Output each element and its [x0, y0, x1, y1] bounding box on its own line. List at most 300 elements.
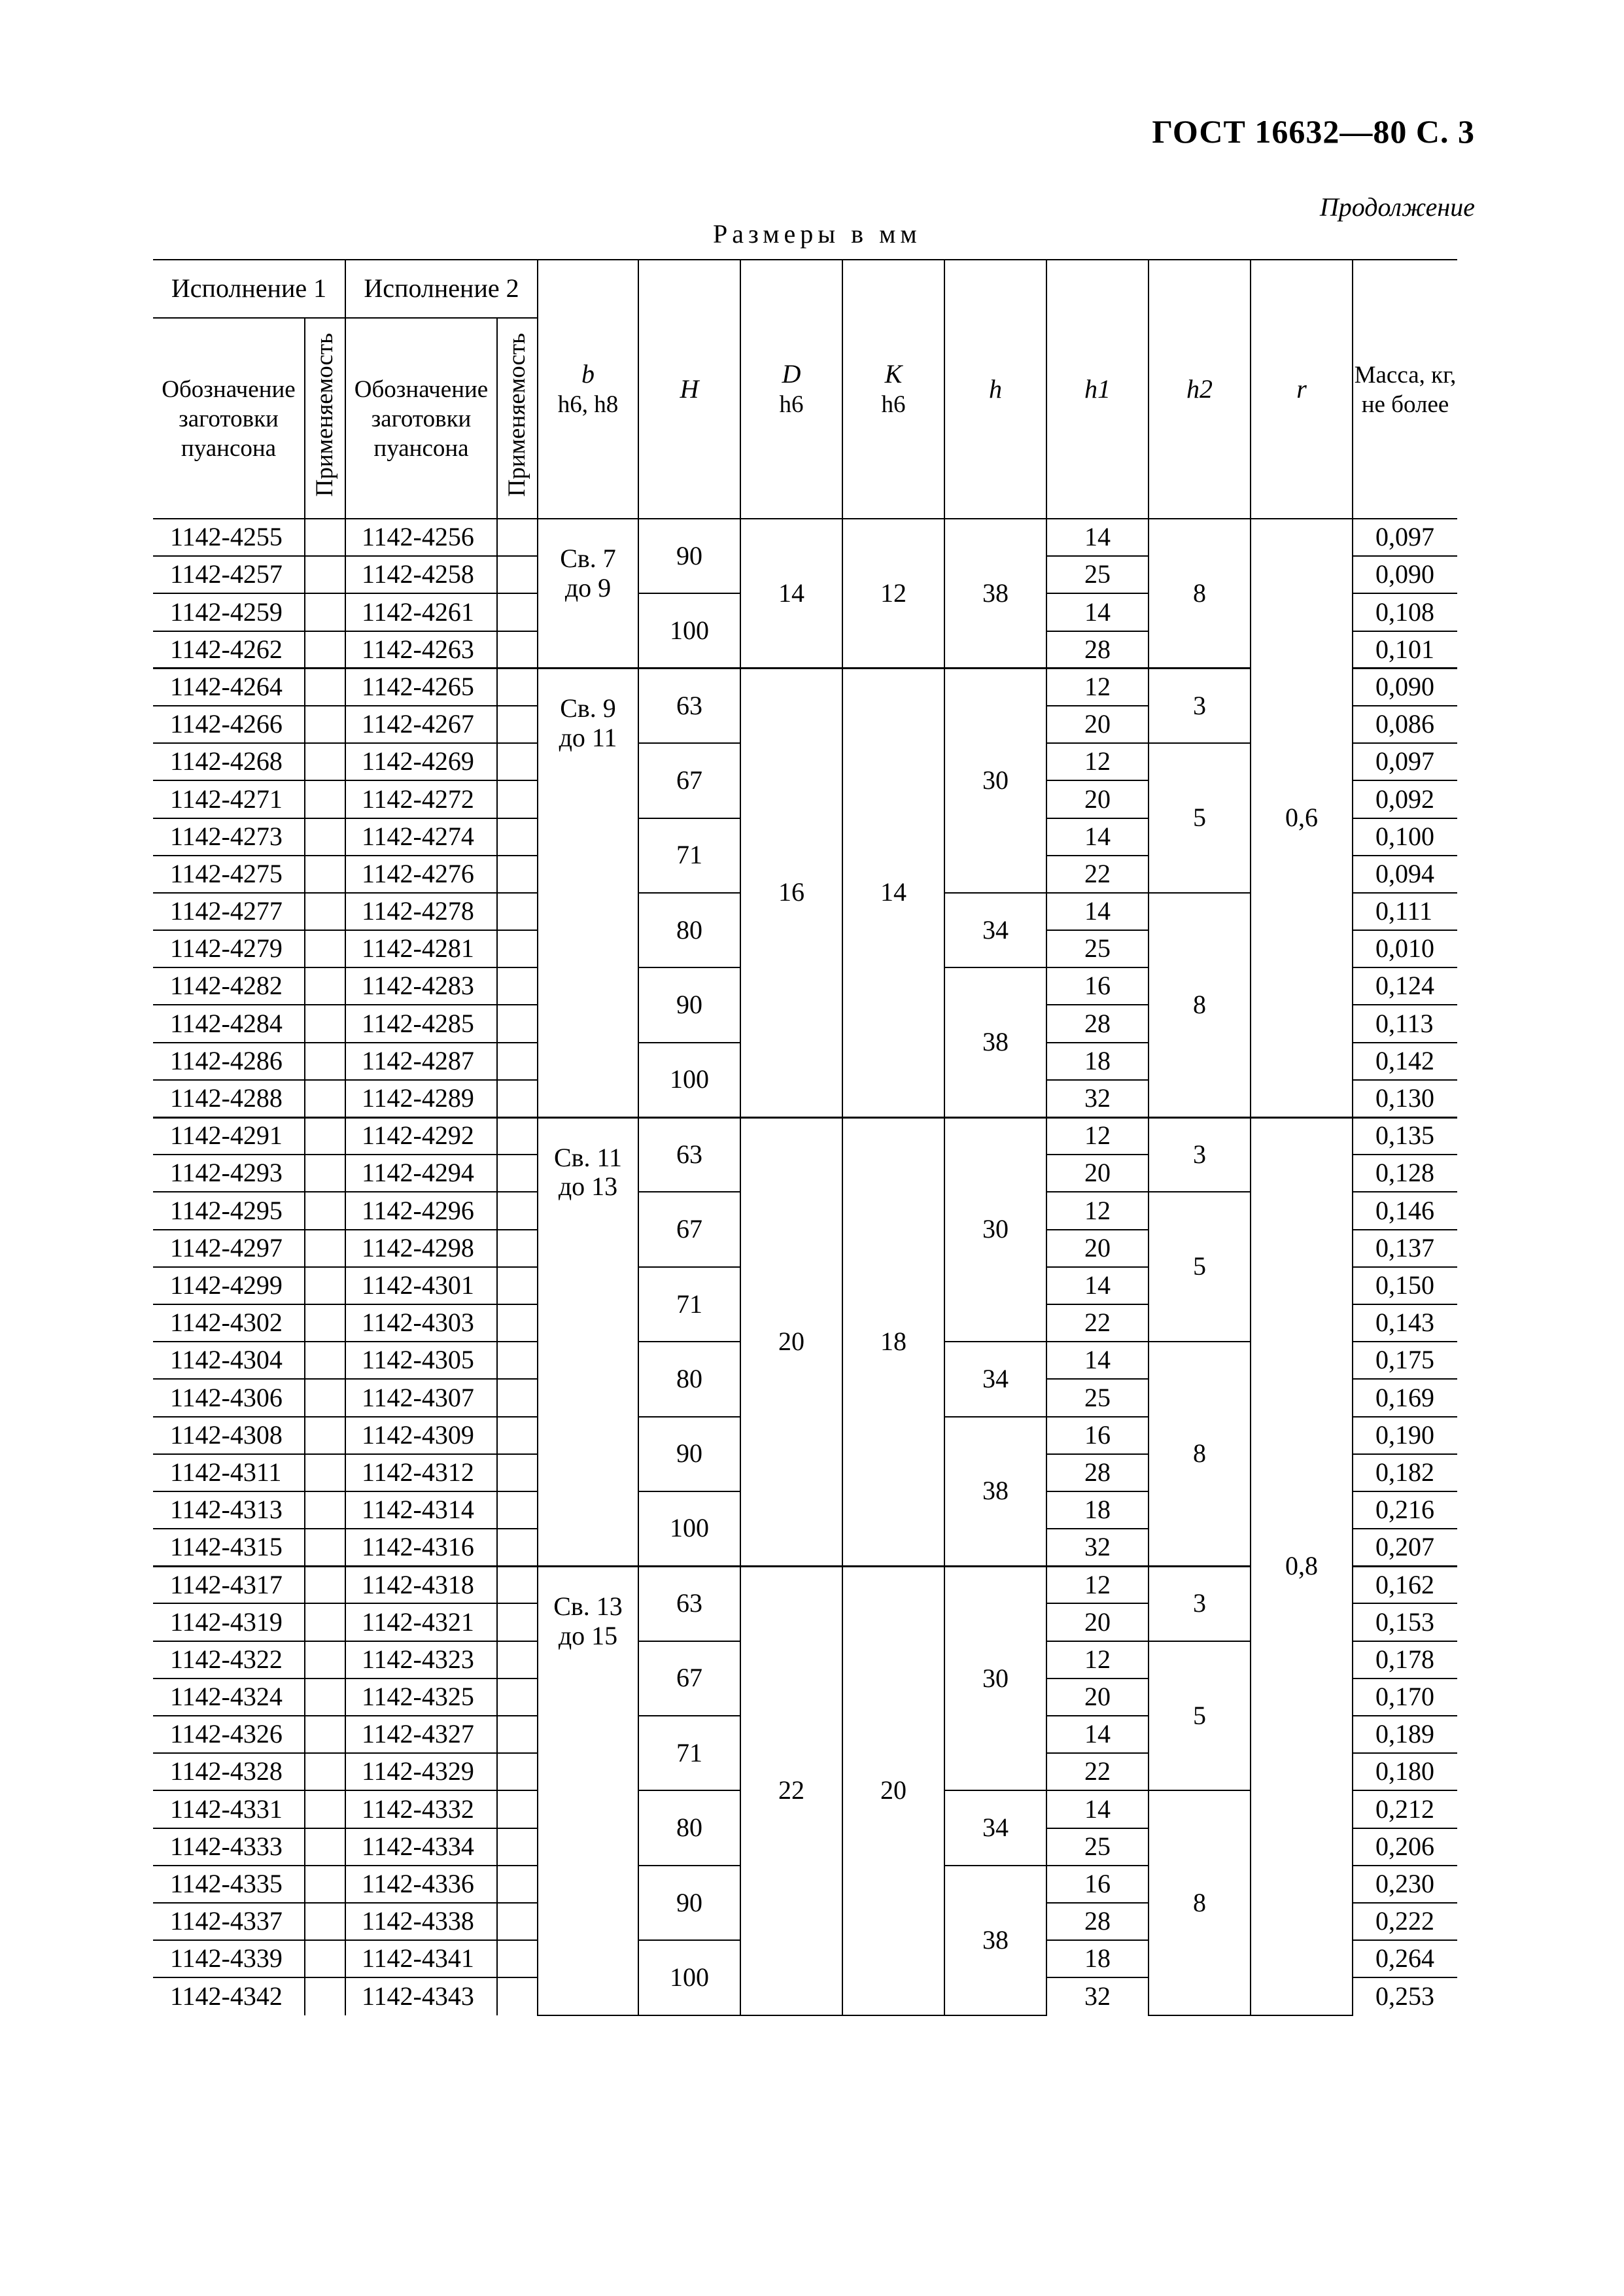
mass-cell: 0,153	[1353, 1603, 1457, 1641]
D-cell: 14	[740, 519, 842, 669]
h1-cell: 20	[1046, 706, 1149, 743]
applicability-exec2-cell	[497, 1230, 538, 1267]
H-cell: 67	[638, 1641, 740, 1716]
mass-cell: 0,142	[1353, 1043, 1457, 1080]
K-cell: 18	[842, 1117, 944, 1566]
header-H: H	[638, 260, 740, 519]
h2-cell: 8	[1149, 1790, 1251, 2015]
applicability-exec1-cell	[305, 1603, 345, 1641]
header-r: r	[1251, 260, 1353, 519]
applicability-exec1-cell	[305, 780, 345, 818]
designation-exec1-cell: 1142-4293	[153, 1155, 305, 1192]
units-caption: Размеры в мм	[713, 219, 922, 249]
K-cell: 12	[842, 519, 944, 669]
r-cell: 0,6	[1251, 519, 1353, 1117]
applicability-exec1-cell	[305, 1155, 345, 1192]
applicability-exec2-cell	[497, 1790, 538, 1828]
h1-cell: 14	[1046, 1716, 1149, 1753]
h2-cell: 8	[1149, 519, 1251, 669]
b-cell	[538, 519, 638, 669]
designation-exec1-cell: 1142-4308	[153, 1417, 305, 1454]
designation-exec2-cell: 1142-4269	[345, 743, 497, 780]
b-cell-line: Св. 7	[560, 544, 616, 573]
b-cell-line: Св. 9	[560, 693, 616, 723]
b-cell	[538, 1117, 638, 1566]
header-h: h	[944, 260, 1046, 519]
applicability-exec2-cell	[497, 1491, 538, 1529]
h1-cell: 28	[1046, 631, 1149, 669]
designation-exec1-cell: 1142-4255	[153, 519, 305, 556]
applicability-exec1-cell	[305, 1903, 345, 1940]
h1-cell: 14	[1046, 818, 1149, 856]
designation-exec2-cell: 1142-4343	[345, 1977, 497, 2015]
mass-cell: 0,090	[1353, 556, 1457, 593]
designation-exec1-cell: 1142-4297	[153, 1230, 305, 1267]
table-row	[153, 519, 1457, 556]
designation-exec2-cell: 1142-4283	[345, 967, 497, 1005]
designation-exec2-cell: 1142-4305	[345, 1342, 497, 1379]
designation-exec2-cell: 1142-4301	[345, 1267, 497, 1304]
designation-exec1-cell: 1142-4339	[153, 1940, 305, 1977]
h1-cell: 16	[1046, 1866, 1149, 1903]
designation-exec2-cell: 1142-4321	[345, 1603, 497, 1641]
designation-exec2-cell: 1142-4316	[345, 1529, 497, 1566]
mass-cell: 0,092	[1353, 780, 1457, 818]
H-cell: 63	[638, 1117, 740, 1192]
mass-cell: 0,207	[1353, 1529, 1457, 1566]
applicability-exec2-cell	[497, 1866, 538, 1903]
h-cell: 30	[944, 1566, 1046, 1790]
mass-cell: 0,100	[1353, 818, 1457, 856]
designation-exec1-cell: 1142-4317	[153, 1566, 305, 1603]
designation-exec2-cell: 1142-4287	[345, 1043, 497, 1080]
header-b: b h6, h8	[538, 260, 638, 519]
mass-cell: 0,178	[1353, 1641, 1457, 1679]
header-h1: h1	[1046, 260, 1149, 519]
h1-cell: 28	[1046, 1454, 1149, 1491]
applicability-exec2-cell	[497, 1903, 538, 1940]
applicability-exec1-cell	[305, 706, 345, 743]
applicability-exec1-cell	[305, 818, 345, 856]
mass-cell: 0,108	[1353, 593, 1457, 631]
mass-cell: 0,146	[1353, 1192, 1457, 1229]
h1-cell: 20	[1046, 1155, 1149, 1192]
mass-cell: 0,124	[1353, 967, 1457, 1005]
b-cell	[538, 1566, 638, 2015]
header-applicability-1: Применяемость	[305, 318, 345, 519]
h1-cell: 28	[1046, 1005, 1149, 1042]
h1-cell: 16	[1046, 967, 1149, 1005]
applicability-exec2-cell	[497, 1117, 538, 1155]
applicability-exec2-cell	[497, 743, 538, 780]
applicability-exec2-cell	[497, 1155, 538, 1192]
applicability-exec2-cell	[497, 1716, 538, 1753]
designation-exec2-cell: 1142-4336	[345, 1866, 497, 1903]
applicability-exec1-cell	[305, 1753, 345, 1790]
h1-cell: 20	[1046, 1230, 1149, 1267]
designation-exec2-cell: 1142-4332	[345, 1790, 497, 1828]
mass-cell: 0,113	[1353, 1005, 1457, 1042]
designation-exec2-cell: 1142-4292	[345, 1117, 497, 1155]
h1-cell: 18	[1046, 1043, 1149, 1080]
mass-cell: 0,101	[1353, 631, 1457, 669]
H-cell: 67	[638, 1192, 740, 1266]
H-cell: 90	[638, 1866, 740, 1940]
designation-exec1-cell: 1142-4273	[153, 818, 305, 856]
designation-exec2-cell: 1142-4289	[345, 1080, 497, 1117]
K-cell: 20	[842, 1566, 944, 2015]
mass-cell: 0,086	[1353, 706, 1457, 743]
applicability-exec1-cell	[305, 1230, 345, 1267]
applicability-exec1-cell	[305, 1679, 345, 1716]
designation-exec1-cell: 1142-4326	[153, 1716, 305, 1753]
applicability-exec1-cell	[305, 556, 345, 593]
applicability-exec2-cell	[497, 1379, 538, 1416]
applicability-exec1-cell	[305, 743, 345, 780]
applicability-exec1-cell	[305, 631, 345, 669]
designation-exec1-cell: 1142-4331	[153, 1790, 305, 1828]
designation-exec1-cell: 1142-4277	[153, 893, 305, 930]
applicability-exec2-cell	[497, 856, 538, 893]
header-mass: Масса, кг, не более	[1353, 260, 1457, 519]
applicability-exec2-cell	[497, 631, 538, 669]
designation-exec1-cell: 1142-4337	[153, 1903, 305, 1940]
h1-cell: 20	[1046, 1679, 1149, 1716]
mass-cell: 0,182	[1353, 1454, 1457, 1491]
applicability-exec1-cell	[305, 593, 345, 631]
designation-exec1-cell: 1142-4284	[153, 1005, 305, 1042]
h1-cell: 22	[1046, 1753, 1149, 1790]
h2-cell: 8	[1149, 893, 1251, 1117]
applicability-exec1-cell	[305, 967, 345, 1005]
H-cell: 100	[638, 1043, 740, 1117]
H-cell: 100	[638, 593, 740, 668]
applicability-exec2-cell	[497, 519, 538, 556]
h1-cell: 14	[1046, 519, 1149, 556]
mass-cell: 0,130	[1353, 1080, 1457, 1117]
h1-cell: 12	[1046, 1641, 1149, 1679]
applicability-exec1-cell	[305, 893, 345, 930]
designation-exec2-cell: 1142-4312	[345, 1454, 497, 1491]
designation-exec1-cell: 1142-4306	[153, 1379, 305, 1416]
header-D: D h6	[740, 260, 842, 519]
h-cell: 34	[944, 1790, 1046, 1865]
h1-cell: 14	[1046, 1790, 1149, 1828]
designation-exec1-cell: 1142-4275	[153, 856, 305, 893]
applicability-exec1-cell	[305, 1192, 345, 1229]
applicability-exec1-cell	[305, 1005, 345, 1042]
mass-cell: 0,253	[1353, 1977, 1457, 2015]
designation-exec1-cell: 1142-4286	[153, 1043, 305, 1080]
designation-exec1-cell: 1142-4328	[153, 1753, 305, 1790]
b-cell-line: до 9	[564, 572, 612, 602]
applicability-exec2-cell	[497, 1342, 538, 1379]
applicability-exec2-cell	[497, 1005, 538, 1042]
designation-exec2-cell: 1142-4314	[345, 1491, 497, 1529]
designation-exec2-cell: 1142-4285	[345, 1005, 497, 1042]
designation-exec1-cell: 1142-4311	[153, 1454, 305, 1491]
h1-cell: 32	[1046, 1080, 1149, 1117]
applicability-exec1-cell	[305, 1491, 345, 1529]
applicability-exec1-cell	[305, 669, 345, 706]
h-cell: 30	[944, 1117, 1046, 1342]
designation-exec2-cell: 1142-4265	[345, 669, 497, 706]
designation-exec1-cell: 1142-4319	[153, 1603, 305, 1641]
applicability-exec2-cell	[497, 1603, 538, 1641]
h1-cell: 22	[1046, 856, 1149, 893]
table-row	[153, 1117, 1457, 1155]
header-K: K h6	[842, 260, 944, 519]
designation-exec1-cell: 1142-4324	[153, 1679, 305, 1716]
designation-exec2-cell: 1142-4341	[345, 1940, 497, 1977]
H-cell: 71	[638, 818, 740, 893]
applicability-exec2-cell	[497, 780, 538, 818]
mass-cell: 0,206	[1353, 1828, 1457, 1866]
applicability-exec2-cell	[497, 1192, 538, 1229]
h1-cell: 22	[1046, 1304, 1149, 1342]
header-execution-1: Исполнение 1	[153, 260, 345, 318]
h1-cell: 12	[1046, 1117, 1149, 1155]
mass-cell: 0,189	[1353, 1716, 1457, 1753]
designation-exec1-cell: 1142-4333	[153, 1828, 305, 1866]
D-cell: 20	[740, 1117, 842, 1566]
continued-label: Продолжение	[1319, 192, 1475, 222]
b-cell-line: до 15	[558, 1620, 618, 1650]
applicability-exec1-cell	[305, 1267, 345, 1304]
h-cell: 30	[944, 669, 1046, 893]
applicability-exec2-cell	[497, 893, 538, 930]
h1-cell: 32	[1046, 1529, 1149, 1566]
applicability-exec1-cell	[305, 1790, 345, 1828]
h1-cell: 12	[1046, 743, 1149, 780]
mass-cell: 0,264	[1353, 1940, 1457, 1977]
H-cell: 67	[638, 743, 740, 818]
h2-cell: 3	[1149, 1117, 1251, 1192]
header-execution-2: Исполнение 2	[345, 260, 538, 318]
mass-cell: 0,010	[1353, 930, 1457, 967]
applicability-exec1-cell	[305, 1342, 345, 1379]
mass-cell: 0,212	[1353, 1790, 1457, 1828]
designation-exec2-cell: 1142-4256	[345, 519, 497, 556]
designation-exec2-cell: 1142-4263	[345, 631, 497, 669]
applicability-exec2-cell	[497, 1043, 538, 1080]
applicability-exec2-cell	[497, 930, 538, 967]
designation-exec1-cell: 1142-4288	[153, 1080, 305, 1117]
r-cell: 0,8	[1251, 1117, 1353, 2015]
applicability-exec1-cell	[305, 1716, 345, 1753]
h2-cell: 5	[1149, 1641, 1251, 1791]
applicability-exec1-cell	[305, 1641, 345, 1679]
h1-cell: 18	[1046, 1940, 1149, 1977]
dimensions-table	[153, 259, 1457, 2016]
h-cell: 38	[944, 1417, 1046, 1567]
designation-exec1-cell: 1142-4264	[153, 669, 305, 706]
mass-cell: 0,216	[1353, 1491, 1457, 1529]
mass-cell: 0,111	[1353, 893, 1457, 930]
h1-cell: 25	[1046, 930, 1149, 967]
h1-cell: 14	[1046, 1267, 1149, 1304]
designation-exec2-cell: 1142-4327	[345, 1716, 497, 1753]
H-cell: 80	[638, 1342, 740, 1416]
h2-cell: 5	[1149, 1192, 1251, 1342]
designation-exec2-cell: 1142-4303	[345, 1304, 497, 1342]
h1-cell: 25	[1046, 556, 1149, 593]
applicability-exec1-cell	[305, 856, 345, 893]
h1-cell: 32	[1046, 1977, 1149, 2015]
H-cell: 100	[638, 1491, 740, 1566]
H-cell: 80	[638, 1790, 740, 1865]
applicability-exec1-cell	[305, 1828, 345, 1866]
designation-exec1-cell: 1142-4279	[153, 930, 305, 967]
mass-cell: 0,180	[1353, 1753, 1457, 1790]
mass-cell: 0,097	[1353, 743, 1457, 780]
designation-exec1-cell: 1142-4322	[153, 1641, 305, 1679]
applicability-exec1-cell	[305, 1529, 345, 1566]
h1-cell: 14	[1046, 893, 1149, 930]
h-cell: 34	[944, 1342, 1046, 1416]
designation-exec2-cell: 1142-4325	[345, 1679, 497, 1716]
designation-exec2-cell: 1142-4309	[345, 1417, 497, 1454]
H-cell: 71	[638, 1716, 740, 1790]
h2-cell: 3	[1149, 1566, 1251, 1641]
h1-cell: 18	[1046, 1491, 1149, 1529]
applicability-exec2-cell	[497, 593, 538, 631]
designation-exec1-cell: 1142-4342	[153, 1977, 305, 2015]
applicability-exec1-cell	[305, 1866, 345, 1903]
designation-exec2-cell: 1142-4296	[345, 1192, 497, 1229]
applicability-exec2-cell	[497, 1267, 538, 1304]
designation-exec2-cell: 1142-4334	[345, 1828, 497, 1866]
designation-exec2-cell: 1142-4258	[345, 556, 497, 593]
applicability-exec1-cell	[305, 1043, 345, 1080]
applicability-exec2-cell	[497, 967, 538, 1005]
applicability-exec1-cell	[305, 1117, 345, 1155]
designation-exec1-cell: 1142-4313	[153, 1491, 305, 1529]
D-cell: 16	[740, 669, 842, 1117]
h1-cell: 12	[1046, 1566, 1149, 1603]
applicability-exec2-cell	[497, 1417, 538, 1454]
designation-exec2-cell: 1142-4272	[345, 780, 497, 818]
mass-cell: 0,137	[1353, 1230, 1457, 1267]
applicability-exec2-cell	[497, 556, 538, 593]
H-cell: 90	[638, 519, 740, 593]
applicability-exec1-cell	[305, 519, 345, 556]
h1-cell: 14	[1046, 593, 1149, 631]
applicability-exec1-cell	[305, 1566, 345, 1603]
h-cell: 38	[944, 967, 1046, 1117]
applicability-exec2-cell	[497, 1080, 538, 1117]
mass-cell: 0,162	[1353, 1566, 1457, 1603]
h2-cell: 5	[1149, 743, 1251, 893]
designation-exec2-cell: 1142-4338	[345, 1903, 497, 1940]
designation-exec1-cell: 1142-4302	[153, 1304, 305, 1342]
header-applicability-2: Применяемость	[497, 318, 538, 519]
mass-cell: 0,170	[1353, 1679, 1457, 1716]
H-cell: 71	[638, 1267, 740, 1342]
applicability-exec1-cell	[305, 930, 345, 967]
designation-exec1-cell: 1142-4295	[153, 1192, 305, 1229]
designation-exec2-cell: 1142-4274	[345, 818, 497, 856]
designation-exec1-cell: 1142-4268	[153, 743, 305, 780]
designation-exec2-cell: 1142-4281	[345, 930, 497, 967]
b-cell-line: Св. 13	[553, 1591, 623, 1621]
h1-cell: 28	[1046, 1903, 1149, 1940]
designation-exec2-cell: 1142-4329	[345, 1753, 497, 1790]
mass-cell: 0,175	[1353, 1342, 1457, 1379]
b-cell-line: до 13	[558, 1172, 618, 1202]
designation-exec2-cell: 1142-4294	[345, 1155, 497, 1192]
designation-exec2-cell: 1142-4298	[345, 1230, 497, 1267]
designation-exec2-cell: 1142-4278	[345, 893, 497, 930]
designation-exec1-cell: 1142-4335	[153, 1866, 305, 1903]
designation-exec1-cell: 1142-4257	[153, 556, 305, 593]
h1-cell: 25	[1046, 1828, 1149, 1866]
h1-cell: 25	[1046, 1379, 1149, 1416]
mass-cell: 0,094	[1353, 856, 1457, 893]
h1-cell: 12	[1046, 1192, 1149, 1229]
mass-cell: 0,090	[1353, 669, 1457, 706]
applicability-exec2-cell	[497, 1641, 538, 1679]
h-cell: 34	[944, 893, 1046, 967]
designation-exec2-cell: 1142-4267	[345, 706, 497, 743]
table-body	[153, 519, 1457, 2015]
applicability-exec2-cell	[497, 1454, 538, 1491]
designation-exec1-cell: 1142-4282	[153, 967, 305, 1005]
header-designation-1: Обозначение заготовки пуансона	[153, 318, 305, 519]
applicability-exec2-cell	[497, 669, 538, 706]
h1-cell: 12	[1046, 669, 1149, 706]
applicability-exec2-cell	[497, 1753, 538, 1790]
mass-cell: 0,169	[1353, 1379, 1457, 1416]
designation-exec1-cell: 1142-4315	[153, 1529, 305, 1566]
designation-exec1-cell: 1142-4271	[153, 780, 305, 818]
b-cell	[538, 669, 638, 1117]
applicability-exec2-cell	[497, 1529, 538, 1566]
D-cell: 22	[740, 1566, 842, 2015]
applicability-exec1-cell	[305, 1417, 345, 1454]
mass-cell: 0,230	[1353, 1866, 1457, 1903]
designation-exec1-cell: 1142-4266	[153, 706, 305, 743]
applicability-exec2-cell	[497, 1940, 538, 1977]
applicability-exec1-cell	[305, 1080, 345, 1117]
designation-exec1-cell: 1142-4259	[153, 593, 305, 631]
designation-exec2-cell: 1142-4307	[345, 1379, 497, 1416]
mass-cell: 0,135	[1353, 1117, 1457, 1155]
H-cell: 63	[638, 1566, 740, 1641]
K-cell: 14	[842, 669, 944, 1117]
mass-cell: 0,190	[1353, 1417, 1457, 1454]
mass-cell: 0,222	[1353, 1903, 1457, 1940]
b-cell-line: до 11	[559, 723, 617, 753]
h2-cell: 3	[1149, 669, 1251, 743]
h1-cell: 16	[1046, 1417, 1149, 1454]
designation-exec2-cell: 1142-4261	[345, 593, 497, 631]
applicability-exec2-cell	[497, 706, 538, 743]
H-cell: 90	[638, 1417, 740, 1491]
b-cell-line: Св. 11	[553, 1142, 623, 1172]
designation-exec1-cell: 1142-4304	[153, 1342, 305, 1379]
applicability-exec1-cell	[305, 1304, 345, 1342]
applicability-exec2-cell	[497, 818, 538, 856]
mass-cell: 0,143	[1353, 1304, 1457, 1342]
H-cell: 63	[638, 669, 740, 743]
h-cell: 38	[944, 1866, 1046, 2015]
applicability-exec2-cell	[497, 1977, 538, 2015]
mass-cell: 0,150	[1353, 1267, 1457, 1304]
designation-exec1-cell: 1142-4291	[153, 1117, 305, 1155]
header-designation-2: Обозначение заготовки пуансона	[345, 318, 497, 519]
h-cell: 38	[944, 519, 1046, 669]
